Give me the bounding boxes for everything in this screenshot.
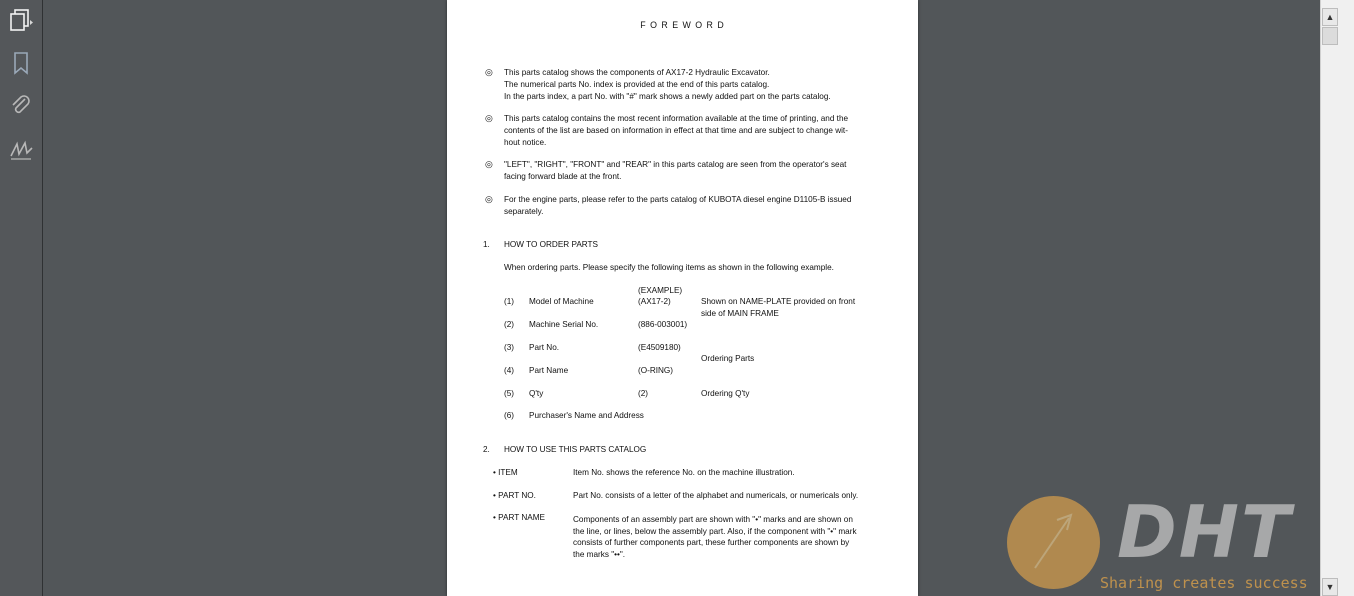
order-item-label: Purchaser's Name and Address xyxy=(529,411,644,420)
order-item-example: (O-RING) xyxy=(638,366,674,375)
bullet-symbol: ◎ xyxy=(485,194,493,204)
foreword-line: The numerical parts No. index is provided at the end of this parts catalog. xyxy=(504,80,770,89)
usage-term: • PART NAME xyxy=(493,513,546,522)
bullet-symbol: ◎ xyxy=(485,113,493,123)
page-title: F O R E W O R D xyxy=(640,20,725,30)
navigation-sidebar xyxy=(0,0,43,596)
order-item-example: (886-003001) xyxy=(638,320,688,329)
order-item-label: Part No. xyxy=(529,343,560,352)
usage-description: Part No. consists of a letter of the alphabet and numericals, or numericals only. xyxy=(573,491,859,500)
example-label: (EXAMPLE) xyxy=(638,286,683,295)
bullet-symbol: ◎ xyxy=(485,159,493,169)
order-item-note: side of MAIN FRAME xyxy=(701,309,779,318)
foreword-line: This parts catalog contains the most recent information available at the time of printing, and the xyxy=(504,114,849,123)
bookmark-icon[interactable] xyxy=(8,50,34,76)
foreword-line: This parts catalog shows the components of AX17-2 Hydraulic Excavator. xyxy=(504,68,770,77)
order-item-example: (2) xyxy=(638,389,649,398)
scroll-down-button[interactable]: ▼ xyxy=(1322,578,1338,596)
vertical-scrollbar[interactable] xyxy=(1320,0,1354,596)
watermark-logo-text: DHT xyxy=(1117,490,1293,574)
attachment-icon[interactable] xyxy=(8,93,34,119)
pages-icon[interactable] xyxy=(8,8,34,34)
order-item-example: (E4509180) xyxy=(638,343,681,352)
section-heading: HOW TO USE THIS PARTS CATALOG xyxy=(504,445,647,454)
usage-description: consists of further components part, these further components are shown by xyxy=(573,538,850,547)
order-item-label: Q'ty xyxy=(529,389,544,398)
foreword-line: separately. xyxy=(504,207,544,216)
ordering-parts-note: Ordering Parts xyxy=(701,354,755,363)
pdf-page xyxy=(447,0,918,596)
bullet-symbol: ◎ xyxy=(485,67,493,77)
order-item-number: (3) xyxy=(504,343,515,352)
usage-term: • ITEM xyxy=(493,468,518,477)
document-viewer[interactable] xyxy=(43,0,1321,596)
order-item-example: (AX17-2) xyxy=(638,297,671,306)
watermark-tagline: Sharing creates success xyxy=(1100,574,1308,592)
foreword-line: facing forward blade at the front. xyxy=(504,172,622,181)
order-item-label: Part Name xyxy=(529,366,569,375)
order-item-note: Shown on NAME-PLATE provided on front xyxy=(701,297,856,306)
order-item-number: (4) xyxy=(504,366,515,375)
foreword-line: "LEFT", "RIGHT", "FRONT" and "REAR" in this parts catalog are seen from the operator's seat xyxy=(504,160,847,169)
order-item-number: (5) xyxy=(504,389,515,398)
scrollbar-thumb[interactable] xyxy=(1322,27,1338,45)
section-number: 1. xyxy=(483,240,490,249)
usage-description: the line, or lines, below the assembly part. Also, if the component with "•" mark xyxy=(573,527,857,536)
foreword-line: contents of the list are based on information in effect at that time and are subject to change wit- xyxy=(504,126,848,135)
order-item-label: Machine Serial No. xyxy=(529,320,599,329)
foreword-line: hout notice. xyxy=(504,138,547,147)
scrollbar-track[interactable] xyxy=(1322,0,1336,596)
signature-icon[interactable] xyxy=(8,136,34,162)
section-heading: HOW TO ORDER PARTS xyxy=(504,240,599,249)
usage-description: the marks "••". xyxy=(573,550,626,559)
foreword-line: For the engine parts, please refer to the parts catalog of KUBOTA diesel engine D1105-B issued xyxy=(504,195,852,204)
order-item-number: (2) xyxy=(504,320,515,329)
order-item-note: Ordering Q'ty xyxy=(701,389,750,398)
order-item-number: (6) xyxy=(504,411,515,420)
usage-description: Item No. shows the reference No. on the machine illustration. xyxy=(573,468,795,477)
section-intro: When ordering parts. Please specify the following items as shown in the following example. xyxy=(504,263,834,272)
section-number: 2. xyxy=(483,445,490,454)
order-item-label: Model of Machine xyxy=(529,297,594,306)
usage-description: Components of an assembly part are shown with "•" marks and are shown on xyxy=(573,515,853,524)
foreword-line: In the parts index, a part No. with "#" mark shows a newly added part on the parts catalog. xyxy=(504,92,831,101)
usage-term: • PART NO. xyxy=(493,491,536,500)
order-item-number: (1) xyxy=(504,297,515,306)
scroll-up-button[interactable]: ▲ xyxy=(1322,8,1338,26)
